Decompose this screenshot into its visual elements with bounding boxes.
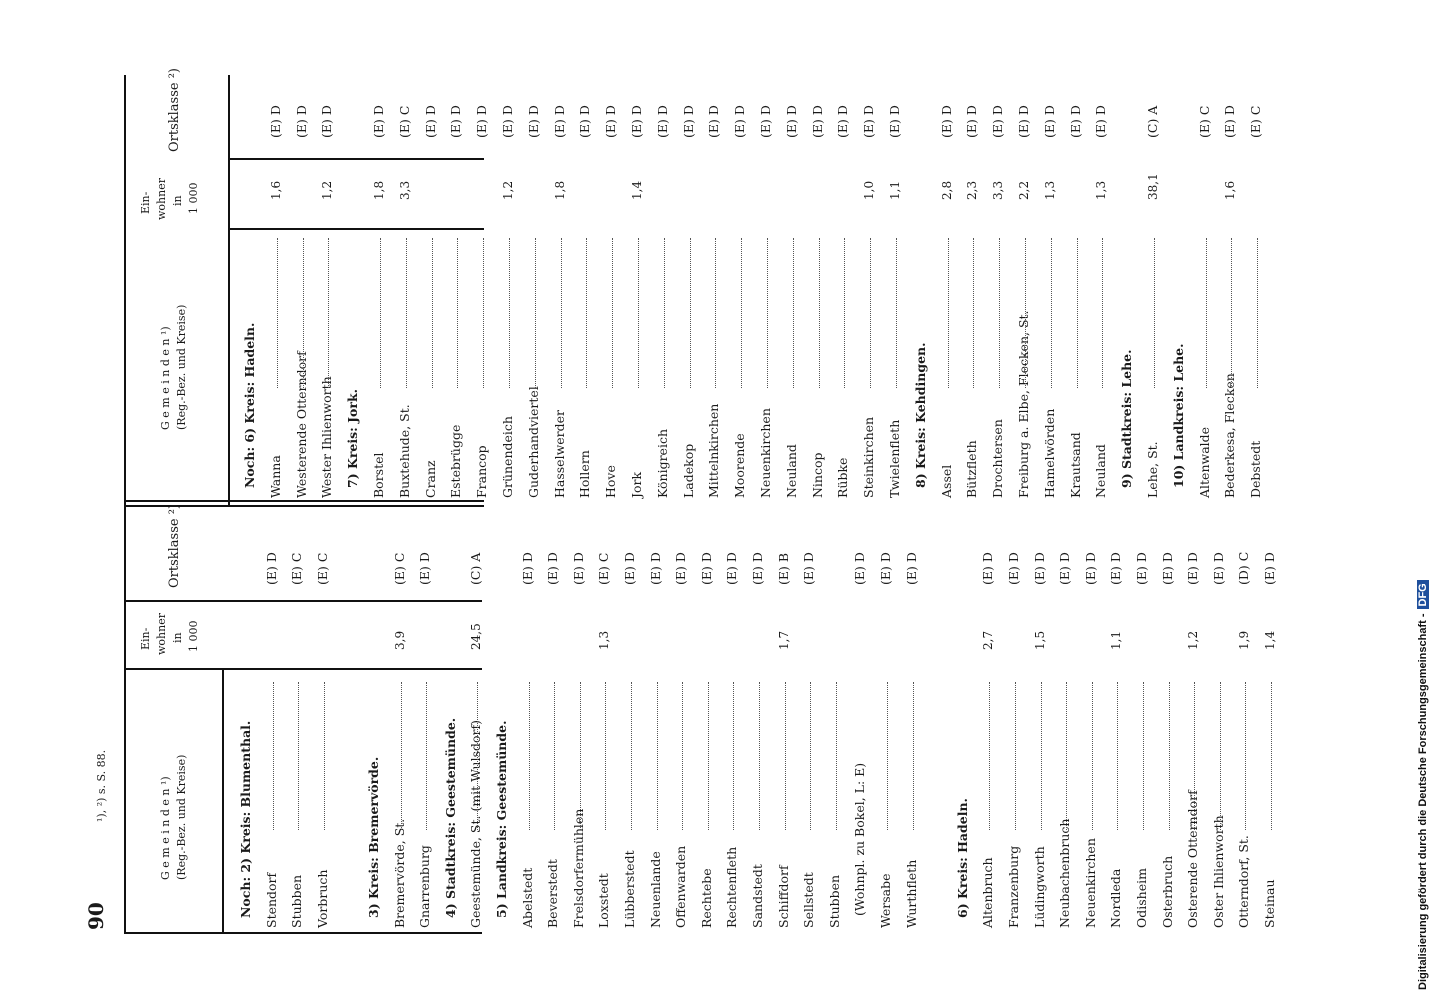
right-header-ortsklasse: Ortsklasse ²) <box>167 67 182 152</box>
entry-name: Steinkirchen <box>861 416 877 498</box>
entry-name: Estebrügge <box>448 424 464 498</box>
entry-name: Ladekop <box>680 443 696 498</box>
entry-name: Wurthfleth <box>903 859 919 928</box>
entry-name: Twielenfleth <box>887 419 902 498</box>
entry-name: Otterndorf, St. <box>1236 835 1252 928</box>
ortsklasse-value: (E) D <box>474 105 490 138</box>
left-header-einwohner-3: in <box>171 632 184 643</box>
leader-dots <box>1194 682 1195 830</box>
leader-dots <box>638 238 639 388</box>
leader-dots <box>1220 682 1221 830</box>
leader-dots <box>1066 682 1067 830</box>
ortsklasse-value: (E) C <box>596 552 612 585</box>
entry-name: Bremervörde, St. <box>391 818 407 928</box>
ortsklasse-value: (E) D <box>990 105 1006 138</box>
entry-name: Abelstedt <box>519 867 535 928</box>
ortsklasse-value: (E) D <box>938 105 954 138</box>
entry-name: Neuenkirchen <box>1082 838 1098 928</box>
left-header-einwohner-2: wohner <box>155 613 168 655</box>
entry-name: Stubben <box>289 874 305 928</box>
section-heading: 3) Kreis: Bremervörde. <box>366 756 381 918</box>
ortsklasse-value: (E) D <box>422 105 438 138</box>
entry-name: Drochtersen <box>990 419 1006 498</box>
leader-dots <box>605 682 606 830</box>
right-header-einwohner-2: wohner <box>155 178 168 220</box>
left-header-gemeinden-sub: (Reg.-Bez. und Kreise) <box>175 754 188 880</box>
ortsklasse-value: (E) D <box>551 105 567 138</box>
population-value: 1,2 <box>320 180 335 200</box>
entry-name: Lehe, St. <box>1145 441 1160 498</box>
entry-name: Rechtenfleth <box>724 846 740 928</box>
leader-dots <box>432 238 433 388</box>
left-table-bottom-rule <box>124 505 126 933</box>
entry-name: Gnarrenburg <box>417 845 433 928</box>
leader-dots <box>509 238 510 388</box>
ortsklasse-value: (E) D <box>1031 552 1047 585</box>
ortsklasse-value: (E) D <box>964 105 980 138</box>
entry-name: Königreich <box>654 428 670 498</box>
ortsklasse-value: (E) D <box>622 552 637 585</box>
entry-name: Neubachenbruch <box>1057 818 1073 928</box>
leader-dots <box>1041 682 1042 830</box>
page-number: 90 <box>84 902 108 930</box>
ortsklasse-value: (E) D <box>519 552 535 585</box>
leader-dots <box>870 238 871 388</box>
ortsklasse-value: (E) D <box>1041 105 1057 138</box>
ortsklasse-value: (E) D <box>878 552 893 585</box>
entry-name: Altenbruch <box>980 857 996 928</box>
ortsklasse-value: (E) D <box>629 105 644 138</box>
ortsklasse-value: (E) D <box>852 552 868 585</box>
entry-name: Neuland <box>783 444 799 498</box>
entry-name: Sellstedt <box>801 872 817 928</box>
section-heading: Noch: 2) Kreis: Blumenthal. <box>238 720 253 918</box>
ortsklasse-value: (E) D <box>724 552 740 585</box>
entry-name: Grünendeich <box>500 416 515 498</box>
leader-dots <box>273 682 274 830</box>
leader-dots <box>586 238 587 388</box>
leader-dots <box>1206 238 1207 388</box>
ortsklasse-value: (E) C <box>396 105 412 138</box>
ortsklasse-value: (E) D <box>263 552 279 585</box>
leader-dots <box>401 682 402 830</box>
ortsklasse-value: (E) D <box>319 105 335 138</box>
leader-dots <box>631 682 632 830</box>
entry-name: Stubben <box>826 874 842 928</box>
entry-name: Bederkesa, Flecken <box>1222 373 1238 498</box>
ortsklasse-value: (E) D <box>1108 552 1124 585</box>
digitization-credit <box>1417 580 1429 990</box>
population-value: 2,3 <box>965 180 980 200</box>
leader-dots <box>477 682 478 830</box>
ortsklasse-value: (E) D <box>1016 105 1031 138</box>
ortsklasse-value: (E) C <box>289 552 305 585</box>
leader-dots <box>715 238 716 388</box>
leader-dots <box>1271 682 1272 830</box>
leader-dots <box>483 238 484 388</box>
leader-dots <box>380 238 381 388</box>
entry-name: (Wohnpl. zu Bokel, L: E) <box>852 762 868 916</box>
ortsklasse-value: (E) C <box>314 552 330 585</box>
ortsklasse-value: (E) D <box>750 552 765 585</box>
entry-name: Altenwalde <box>1196 426 1212 498</box>
ortsklasse-value: (E) D <box>1082 552 1098 585</box>
ortsklasse-value: (C) A <box>1145 105 1160 138</box>
ortsklasse-value: (E) D <box>1134 552 1149 585</box>
leader-dots <box>708 682 709 830</box>
leader-dots <box>1257 238 1258 388</box>
right-header-gemeinden-sub: (Reg.-Bez. und Kreise) <box>175 304 188 430</box>
leader-dots <box>664 238 665 388</box>
ortsklasse-value: (E) D <box>647 552 663 585</box>
ortsklasse-value: (E) D <box>801 552 817 585</box>
leader-dots <box>1231 238 1232 388</box>
entry-name: Sandstedt <box>750 864 765 928</box>
population-value: 1,8 <box>552 180 567 200</box>
right-pop-col-rule <box>228 158 484 160</box>
population-value: 1,3 <box>1042 180 1057 200</box>
leader-dots <box>759 682 760 830</box>
ortsklasse-value: (E) D <box>417 552 433 585</box>
leader-dots <box>810 682 811 830</box>
ortsklasse-value: (E) D <box>577 105 593 138</box>
entry-name: Lübberstedt <box>622 850 637 928</box>
ortsklasse-value: (E) D <box>603 105 619 138</box>
left-header-einwohner-1: Ein- <box>139 627 152 650</box>
ortsklasse-value: (C) A <box>468 552 484 585</box>
population-value: 2,2 <box>1017 180 1031 200</box>
population-value: 1,5 <box>1032 630 1047 650</box>
right-table-bottom-rule <box>124 75 126 505</box>
ortsklasse-value: (E) D <box>1262 552 1277 585</box>
leader-dots <box>580 682 581 830</box>
population-value: 2,7 <box>981 630 996 650</box>
entry-name: Loxstedt <box>596 873 612 928</box>
ortsklasse-value: (E) D <box>267 105 283 138</box>
population-value: 38,1 <box>1146 173 1160 200</box>
entry-name: Assel <box>938 464 954 498</box>
leader-dots <box>819 238 820 388</box>
leader-dots <box>612 238 613 388</box>
entry-name: Hamelwörden <box>1041 408 1057 498</box>
leader-dots <box>457 238 458 388</box>
entry-name: Schiffdorf <box>775 865 791 928</box>
ortsklasse-value: (E) D <box>1222 105 1238 138</box>
right-header-einwohner-4: 1 000 <box>187 182 200 214</box>
left-header-ortsklasse: Ortsklasse ²) <box>167 503 182 588</box>
entry-name: Lüdingworth <box>1031 846 1047 928</box>
population-value: 1,7 <box>776 630 791 650</box>
ortsklasse-value: (E) D <box>1185 552 1201 585</box>
leader-dots <box>1077 238 1078 388</box>
leader-dots <box>844 238 845 388</box>
left-name-col-rule <box>124 668 482 670</box>
leader-dots <box>973 238 974 388</box>
ortsklasse-value: (E) D <box>371 105 386 138</box>
leader-dots <box>1051 238 1052 388</box>
right-header-einwohner-1: Ein- <box>139 191 152 214</box>
section-heading: 8) Kreis: Kehdingen. <box>912 342 928 488</box>
population-value: 1,8 <box>372 180 386 200</box>
entry-name: Wersabe <box>878 873 893 928</box>
entry-name: Nordleda <box>1108 868 1124 928</box>
ortsklasse-value: (E) D <box>545 552 561 585</box>
entry-name: Cranz <box>422 460 438 498</box>
section-heading: 9) Stadtkreis: Lehe. <box>1119 349 1135 488</box>
ortsklasse-value: (E) D <box>570 552 586 585</box>
leader-dots <box>913 682 914 830</box>
entry-name: Westerende Otterndorf <box>293 351 309 498</box>
leader-dots <box>741 238 742 388</box>
entry-name: Rübke <box>835 457 851 498</box>
leader-dots <box>836 682 837 830</box>
population-value: 3,9 <box>392 630 407 650</box>
footnote: ¹), ²) s. S. 88. <box>95 749 108 822</box>
entry-name: Krautsand <box>1067 432 1083 498</box>
center-double-rule-a <box>124 500 484 502</box>
ortsklasse-value: (E) D <box>980 552 996 585</box>
population-value: 1,4 <box>630 180 644 200</box>
entry-name: Wanna <box>267 455 283 498</box>
leader-dots <box>682 682 683 830</box>
entry-name: Oster Ihlienworth <box>1210 815 1226 928</box>
leader-dots <box>733 682 734 830</box>
entry-name: Jork <box>629 471 644 498</box>
left-pop-col-rule <box>124 600 482 602</box>
entry-name: Offenwarden <box>673 845 689 928</box>
section-heading: 5) Landkreis: Geestemünde. <box>494 720 509 918</box>
leader-dots <box>277 238 278 388</box>
entry-name: Frelsdorfermühlen <box>570 808 586 928</box>
ortsklasse-value: (D) C <box>1236 551 1252 585</box>
population-value: 1,9 <box>1237 630 1252 650</box>
leader-dots <box>529 682 530 830</box>
ortsklasse-value: (E) D <box>1006 552 1021 585</box>
entry-name: Osterbruch <box>1159 855 1175 928</box>
leader-dots <box>1092 682 1093 830</box>
ortsklasse-value: (E) D <box>448 105 464 138</box>
leader-dots <box>887 682 888 830</box>
ortsklasse-value: (E) D <box>673 552 689 585</box>
population-value: 3,3 <box>991 180 1006 200</box>
entry-name: Osterende Otterndorf <box>1185 790 1201 928</box>
ortsklasse-value: (E) D <box>525 105 541 138</box>
left-header-gemeinden: G e m e i n d e n ¹) <box>159 776 172 880</box>
ortsklasse-value: (E) C <box>1196 105 1212 138</box>
ortsklasse-value: (E) D <box>758 105 773 138</box>
population-value: 1,3 <box>1094 180 1109 200</box>
entry-name: Beverstedt <box>545 859 561 928</box>
left-header-rule <box>222 668 224 932</box>
leader-dots <box>554 682 555 830</box>
left-table-left-rule <box>124 932 482 934</box>
entry-name: Mittelnkirchen <box>706 403 722 498</box>
ortsklasse-value: (E) C <box>1248 105 1264 138</box>
population-value: 1,2 <box>1186 630 1201 650</box>
leader-dots <box>989 682 990 830</box>
entry-name: Neuenkirchen <box>758 408 773 498</box>
entry-name: Franzenburg <box>1006 845 1021 928</box>
entry-name: Buxtehude, St. <box>396 404 412 498</box>
ortsklasse-value: (E) D <box>1067 105 1083 138</box>
leader-dots <box>1143 682 1144 830</box>
entry-name: Bützfleth <box>964 440 980 498</box>
entry-name: Hove <box>603 465 619 498</box>
section-heading: 7) Kreis: Jork. <box>345 389 361 488</box>
section-heading: 6) Kreis: Hadeln. <box>954 798 970 918</box>
population-value: 1,1 <box>1109 630 1124 650</box>
leader-dots <box>1015 682 1016 830</box>
entry-name: Debstedt <box>1248 440 1264 498</box>
ortsklasse-value: (E) D <box>1093 105 1109 138</box>
entry-name: Nincop <box>809 452 825 498</box>
entry-name: Guderhandviertel <box>525 386 541 498</box>
ortsklasse-value: (E) D <box>835 105 851 138</box>
population-value: 1,4 <box>1263 630 1277 650</box>
entry-name: Neuenlande <box>647 851 663 928</box>
ortsklasse-value: (E) D <box>783 105 799 138</box>
entry-name: Moorende <box>732 433 748 498</box>
population-value: 24,5 <box>469 623 484 650</box>
leader-dots <box>535 238 536 388</box>
right-header-einwohner-3: in <box>171 195 184 206</box>
leader-dots <box>948 238 949 388</box>
leader-dots <box>1154 238 1155 388</box>
entry-name: Stendorf <box>263 872 279 928</box>
entry-name: Hasselwerder <box>551 409 567 498</box>
leader-dots <box>1025 238 1026 388</box>
ortsklasse-value: (E) D <box>809 105 825 138</box>
leader-dots <box>793 238 794 388</box>
ortsklasse-value: (E) D <box>887 105 902 138</box>
ortsklasse-value: (E) D <box>654 105 670 138</box>
ortsklasse-value: (E) D <box>732 105 748 138</box>
population-value: 3,3 <box>397 180 412 200</box>
ortsklasse-value: (E) D <box>903 552 919 585</box>
leader-dots <box>999 238 1000 388</box>
entry-name: Borstel <box>371 452 386 498</box>
population-value: 1,3 <box>597 630 612 650</box>
leader-dots <box>1169 682 1170 830</box>
leader-dots <box>785 682 786 830</box>
entry-name: Wester Ihlienworth <box>319 376 335 498</box>
entry-name: Francop <box>474 445 490 498</box>
ortsklasse-value: (E) B <box>775 552 791 585</box>
ortsklasse-value: (E) D <box>1057 552 1073 585</box>
population-value: 1,1 <box>888 180 902 200</box>
ortsklasse-value: (E) D <box>293 105 309 138</box>
population-value: 2,8 <box>939 180 954 200</box>
right-header-rule <box>228 75 230 505</box>
leader-dots <box>896 238 897 388</box>
population-value: 1,6 <box>268 180 283 200</box>
ortsklasse-value: (E) C <box>391 552 407 585</box>
credit-text: Digitalisierung gefördert durch die Deutsche Forschungsgemeinschaft - <box>1417 613 1429 990</box>
leader-dots <box>426 682 427 830</box>
ortsklasse-value: (E) D <box>1159 552 1175 585</box>
entry-name: Hollern <box>577 450 593 498</box>
leader-dots <box>690 238 691 388</box>
leader-dots <box>303 238 304 388</box>
leader-dots <box>1245 682 1246 830</box>
entry-name: Odisheim <box>1134 868 1149 928</box>
population-value: 1,0 <box>862 180 877 200</box>
population-value: 1,2 <box>501 180 515 200</box>
section-heading: 4) Stadtkreis: Geestemünde. <box>442 717 458 918</box>
leader-dots <box>767 238 768 388</box>
ortsklasse-value: (E) D <box>706 105 722 138</box>
ortsklasse-value: (E) D <box>861 105 877 138</box>
dfg-logo-icon: DFG <box>1417 580 1429 609</box>
entry-name: Rechtebe <box>698 868 714 928</box>
entry-name: Neuland <box>1093 444 1109 498</box>
leader-dots <box>298 682 299 830</box>
ortsklasse-value: (E) D <box>698 552 714 585</box>
section-heading: Noch: 6) Kreis: Hadeln. <box>242 322 257 488</box>
entry-name: Steinau <box>1262 879 1277 928</box>
entry-name: Geestemünde, St. (mit Wulsdorf) <box>468 720 484 928</box>
left-header-einwohner-4: 1 000 <box>187 620 200 652</box>
ortsklasse-value: (E) D <box>680 105 696 138</box>
ortsklasse-value: (E) D <box>500 105 515 138</box>
section-heading: 10) Landkreis: Lehe. <box>1170 343 1186 488</box>
right-name-col-rule <box>228 228 484 230</box>
leader-dots <box>657 682 658 830</box>
leader-dots <box>561 238 562 388</box>
right-header-gemeinden: G e m e i n d e n ¹) <box>159 326 172 430</box>
leader-dots <box>406 238 407 388</box>
population-value: 1,6 <box>1223 180 1238 200</box>
leader-dots <box>1117 682 1118 830</box>
leader-dots <box>328 238 329 388</box>
leader-dots <box>324 682 325 830</box>
entry-name: Vorbruch <box>314 869 330 928</box>
leader-dots <box>1102 238 1103 388</box>
ortsklasse-value: (E) D <box>1210 552 1226 585</box>
entry-name: Freiburg a. Elbe, Flecken, St. <box>1016 310 1031 498</box>
